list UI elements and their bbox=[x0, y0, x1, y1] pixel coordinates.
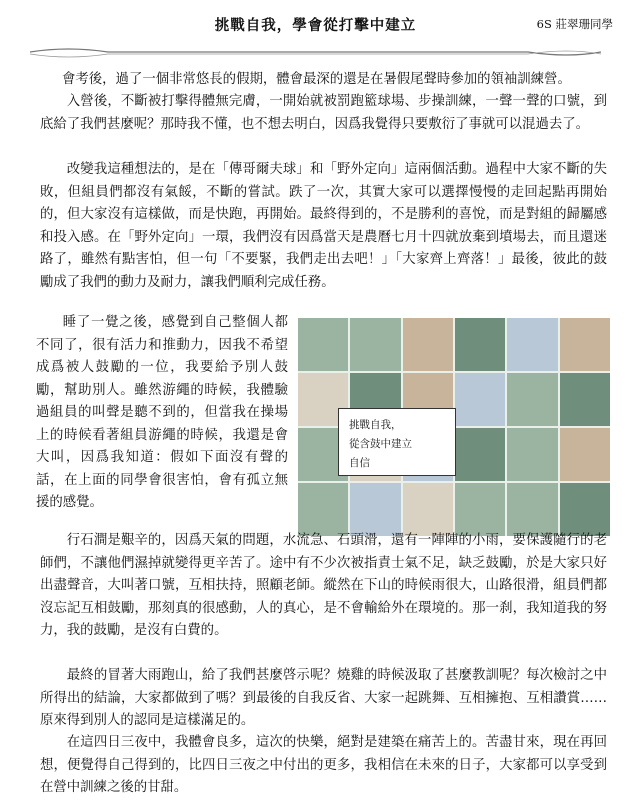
photo-tile bbox=[507, 373, 557, 426]
caption-line: 自信 bbox=[349, 457, 370, 469]
photo-tile bbox=[403, 483, 453, 536]
photo-tile bbox=[560, 483, 610, 536]
photo-caption bbox=[338, 408, 456, 476]
photo-tile bbox=[455, 428, 505, 481]
photo-tile bbox=[560, 428, 610, 481]
paragraph-reflection: 最終的冒著大雨跑山，給了我們甚麼啓示呢？燒雞的時候汲取了甚麼教訓呢？每次檢討之中所得出的結論，大家都做到了嗎？到最後的自我反省、大家一起跳舞、互相擁抱、互相讚賞……原來得到別人的認同是這樣滿足的。 bbox=[40, 668, 607, 728]
paragraph-arrival: 入營後，不斷被打擊得體無完膚，一開始就被罰跑籃球場、步操訓練，一聲一聲的口號，到底給了我們甚麼呢？那時我不懂，也不想去明白，因爲我覺得只要敷衍了事就可以混過去了。 bbox=[40, 94, 607, 132]
article-title: 挑戰自我，學會從打擊中建立 bbox=[214, 17, 417, 34]
photo-tile bbox=[298, 318, 348, 371]
photo-tile bbox=[403, 318, 453, 371]
paragraph-conclusion: 在這四日三夜中，我體會良多，這次的快樂，絕對是建築在痛苦上的。苦盡甘來，現在再回想，便覺得自己得到的，比四日三夜之中付出的更多，我相信在未來的日子，大家都可以享受到在營中訓練之後的甘甜。 bbox=[40, 735, 607, 795]
paragraph-change: 改變我這種想法的，是在「傳哥爾夫球」和「野外定向」這兩個活動。過程中大家不斷的失敗，但組員們都沒有氣餒，不斷的嘗試。跌了一次，其實大家可以選擇慢慢的走回起點再開始的，但大家沒有這樣做，而是快跑，再開始。最終得到的，不是勝利的喜悅，而是對組的歸屬感和投入感。在「野外定向」一環，我們沒有因爲當天是農曆七月十四就放棄到墳場去，而且還迷路了，雖然有點害怕，但一句「不要緊，我們走出去吧！」「大家齊上齊落！」最後，彼此的鼓勵成了我們的動力及耐力，讓我們順利完成任務。 bbox=[40, 162, 607, 290]
photo-tile bbox=[455, 373, 505, 426]
photo-tile bbox=[455, 318, 505, 371]
photo-tile bbox=[455, 483, 505, 536]
photo-tile bbox=[560, 318, 610, 371]
paragraph-intro: 會考後，過了一個非常悠長的假期，體會最深的還是在暑假尾聲時參加的領袖訓練營。 bbox=[62, 72, 571, 87]
photo-tile bbox=[507, 428, 557, 481]
author-byline: 6S 莊翠珊同學 bbox=[536, 17, 613, 31]
caption-line: 從含鼓中建立 bbox=[349, 438, 412, 450]
photo-tile bbox=[507, 318, 557, 371]
photo-tile bbox=[560, 373, 610, 426]
photo-tile bbox=[350, 483, 400, 536]
paragraph-encouragement: 睡了一覺之後，感覺到自己整個人都不同了，很有活力和推動力，因我不希望成爲被人鼓勵的一位，我要給予別人鼓勵，幫助別人。雖然游繩的時候，我體驗過組員的叫聲是聽不到的，但當我在操場上的時候看著組員游繩的時候，我還是會大叫，因爲我知道：假如下面沒有聲的話，在上面的同學會很害怕，會有孤立無援的感覺。 bbox=[36, 315, 288, 510]
photo-tile bbox=[350, 318, 400, 371]
photo-tile bbox=[507, 483, 557, 536]
decorative-divider bbox=[28, 44, 603, 60]
paragraph-stream-hike: 行石澗是艱辛的，因爲天氣的問題，水流急、石頭滑，還有一陣陣的小雨，要保護隨行的老師們，不讓他們濕掉就變得更辛苦了。途中有不少次被指責士氣不足，缺乏鼓勵，於是大家只好出盡聲音，大叫著口號，互相扶持，照顧老師。縱然在下山的時候雨很大，山路很滑，組員們都沒忘記互相鼓勵，那刻真的很感動，人的真心，是不會輸給外在環境的。那一刹，我知道我的努力，我的鼓勵，是沒有白費的。 bbox=[40, 533, 607, 638]
photo-tile bbox=[298, 483, 348, 536]
caption-line: 挑戰自我， bbox=[349, 419, 402, 431]
